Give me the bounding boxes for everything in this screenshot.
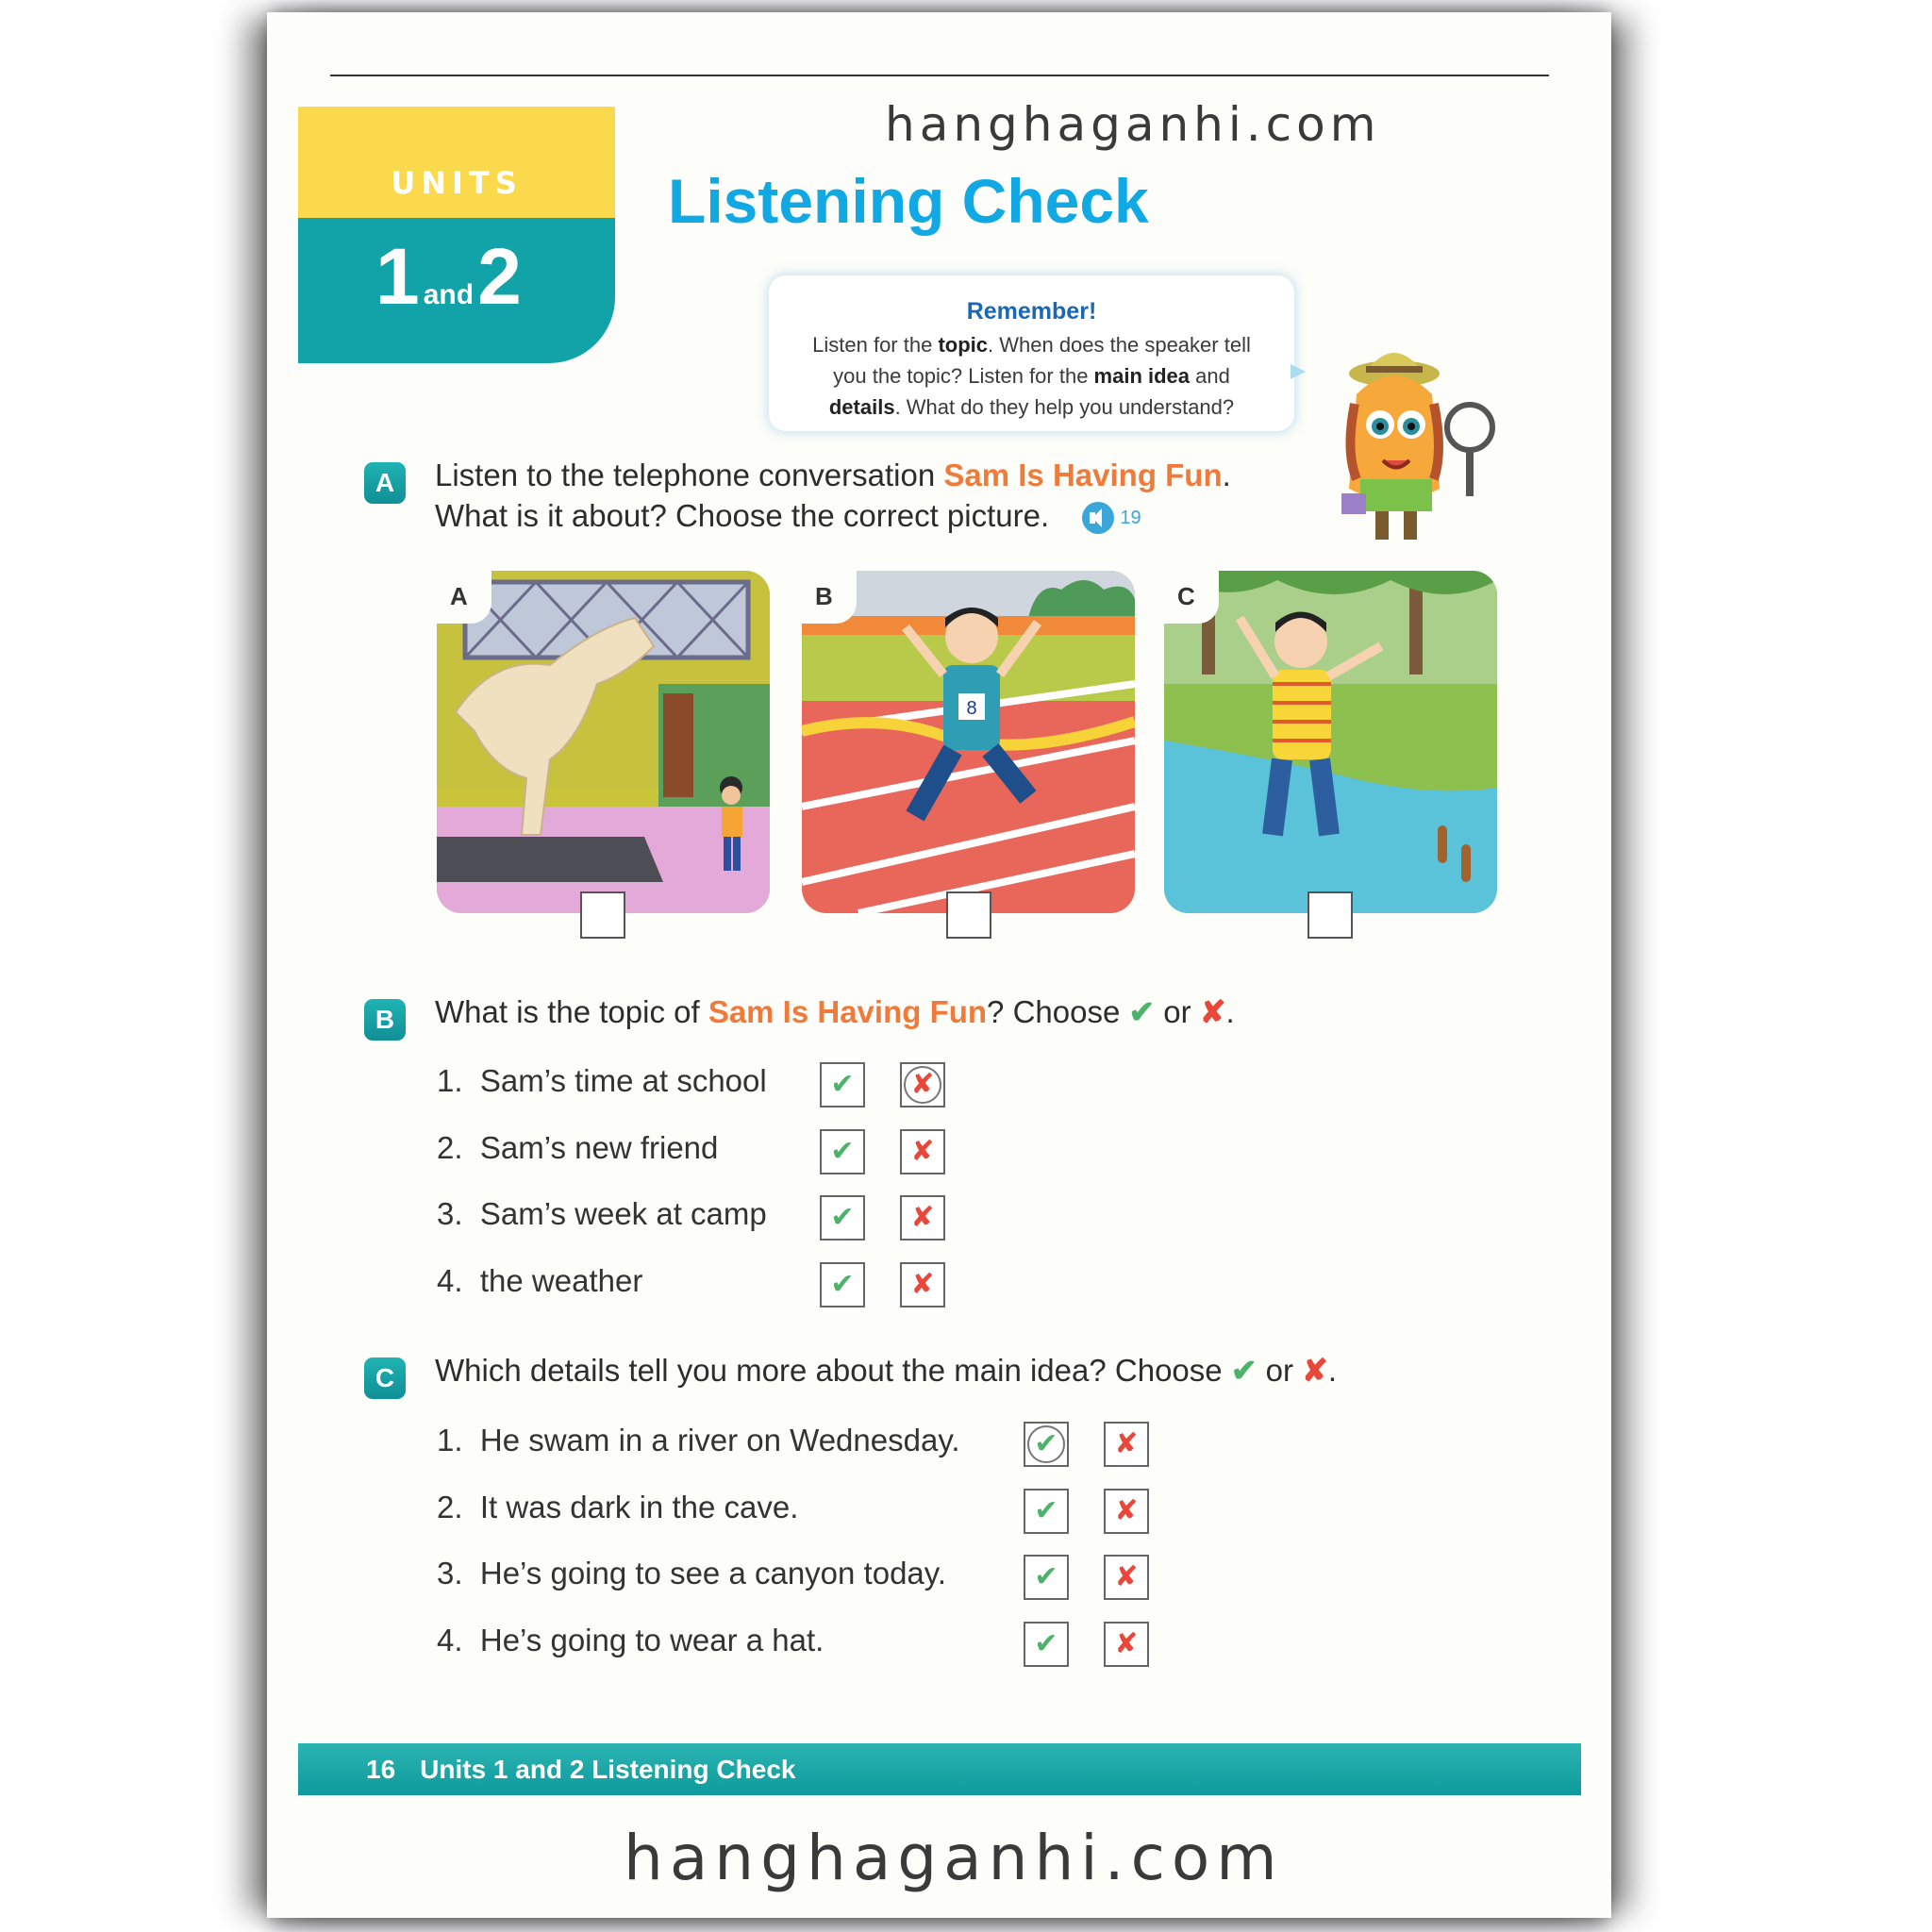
section-b-item-2: 2. Sam’s new friend (437, 1130, 719, 1165)
picture-c (1164, 571, 1497, 913)
section-a-line1: Listen to the telephone conversation Sam Is Having Fun. (435, 458, 1231, 492)
section-c-item-4-tick-box[interactable]: ✔ (1024, 1622, 1069, 1667)
section-c-item-1-cross-box[interactable]: ✘ (1104, 1422, 1149, 1467)
picture-c-answer-box[interactable] (1307, 891, 1353, 939)
museum-dinosaur-illustration (437, 571, 770, 913)
circled-tick-icon: ✔ (1027, 1425, 1065, 1463)
section-c-item-2-cross-box[interactable]: ✘ (1104, 1489, 1149, 1534)
section-b-badge: B (364, 999, 406, 1041)
section-b-item-3-tick-box[interactable]: ✔ (820, 1195, 865, 1241)
section-b-item-4-cross-box[interactable]: ✘ (900, 1262, 945, 1307)
section-b-item-1-tick-box[interactable]: ✔ (820, 1062, 865, 1108)
section-a-line2: What is it about? Choose the correct picture. 19 (435, 498, 1141, 533)
picture-b (802, 571, 1135, 913)
picture-b-answer-box[interactable] (946, 891, 991, 939)
circled-cross-icon: ✘ (904, 1066, 941, 1104)
explorer-mascot-icon (1328, 338, 1517, 555)
unit-label: UNITS (391, 165, 523, 201)
section-c-item-4-cross-box[interactable]: ✘ (1104, 1622, 1149, 1667)
section-b-item-4-tick-box[interactable]: ✔ (820, 1262, 865, 1307)
svg-text:8: 8 (966, 698, 977, 719)
audio-track[interactable]: 19 (1082, 502, 1141, 534)
section-b-item-2-cross-box[interactable]: ✘ (900, 1129, 945, 1174)
watermark-bottom: hanghaganhi.com (624, 1822, 1284, 1894)
section-c-item-3-tick-box[interactable]: ✔ (1024, 1555, 1069, 1600)
section-b-item-4: 4. the weather (437, 1263, 643, 1298)
picture-b-letter: B (802, 571, 857, 624)
section-c-item-3-cross-box[interactable]: ✘ (1104, 1555, 1149, 1600)
picture-c-letter: C (1164, 571, 1219, 624)
remember-title: Remember! (966, 298, 1097, 325)
unit-tab (298, 107, 615, 363)
race-finish-illustration (802, 571, 1135, 913)
picture-a-answer-box[interactable] (580, 891, 625, 939)
section-b-heading: What is the topic of Sam Is Having Fun? Choose ✔ or ✘. (435, 994, 1235, 1029)
workbook-page (267, 12, 1611, 1918)
page-footer-bar (298, 1743, 1581, 1795)
unit-numbers: 1 and2 (375, 232, 522, 321)
watermark-top: hanghaganhi.com (885, 97, 1381, 152)
section-a-badge: A (364, 462, 406, 504)
section-b-item-3: 3. Sam’s week at camp (437, 1196, 767, 1231)
section-c-item-1-tick-box[interactable] (1024, 1422, 1069, 1467)
picture-a (437, 571, 770, 913)
section-b-item-3-cross-box[interactable]: ✘ (900, 1195, 945, 1241)
section-b-item-1: 1. Sam’s time at school (437, 1063, 767, 1098)
section-b-item-2-tick-box[interactable]: ✔ (820, 1129, 865, 1174)
section-c-badge: C (364, 1357, 406, 1399)
section-c-item-3: 3. He’s going to see a canyon today. (437, 1556, 946, 1591)
picture-a-letter: A (437, 571, 491, 624)
section-c-item-1: 1. He swam in a river on Wednesday. (437, 1423, 960, 1457)
footer-text: Units 1 and 2 Listening Check (420, 1755, 796, 1784)
river-park-illustration (1164, 571, 1497, 913)
speech-bubble-tail (1291, 364, 1306, 379)
page-title: Listening Check (668, 166, 1149, 236)
section-c-item-2: 2. It was dark in the cave. (437, 1490, 799, 1524)
section-c-item-4: 4. He’s going to wear a hat. (437, 1623, 824, 1657)
top-rule (330, 75, 1549, 76)
remember-text: Listen for the topic. When does the speaker tell you the topic? Listen for the main idea and details. What do they help you understand? (812, 333, 1251, 419)
speaker-icon[interactable] (1082, 502, 1114, 534)
section-c-heading: Which details tell you more about the main idea? Choose ✔ or ✘. (435, 1353, 1337, 1388)
remember-tip-box (769, 275, 1294, 431)
section-c-item-2-tick-box[interactable]: ✔ (1024, 1489, 1069, 1534)
page-number: 16 (366, 1755, 396, 1784)
section-b-item-1-cross-box[interactable] (900, 1062, 945, 1108)
